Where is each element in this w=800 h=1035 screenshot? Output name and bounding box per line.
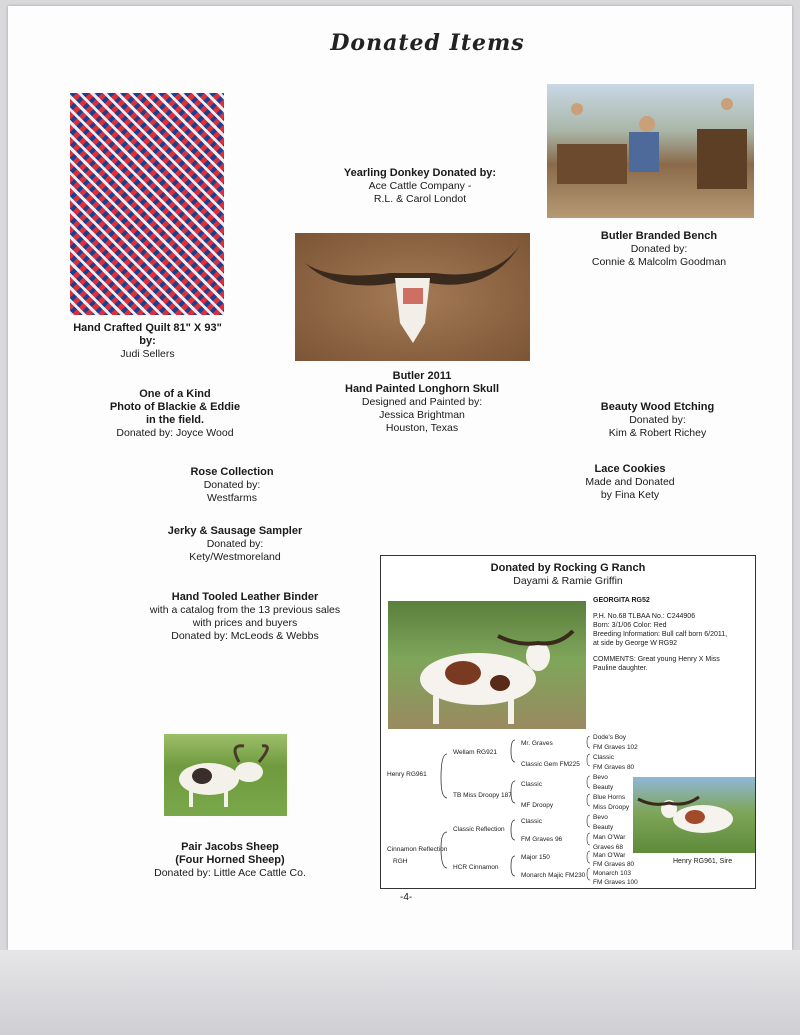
rocking-g-heading: Donated by Rocking G Ranch [490,562,646,574]
pedigree-miss-droopy: Miss Droopy [593,804,630,811]
binder-donor: Donated by: McLeods & Webbs [171,630,319,642]
pedigree-fm-80-b: FM Graves 80 [593,861,635,868]
pedigree-man-o-war-2: Man O'War [593,852,626,859]
pedigree-mf-droopy: MF Droopy [521,802,554,809]
pedigree-fm-96: FM Graves 96 [521,836,563,843]
skull-name-1: Butler 2011 [392,370,452,382]
quilt-name: Hand Crafted Quilt 81" X 93" [73,322,222,334]
cookies-caption [545,463,715,502]
page-title: Donated Items [330,30,525,56]
georgita-registration: P.H. No.68 TLBAA No.: C244906 [593,613,696,620]
pedigree-bevo-2: Bevo [593,814,608,821]
page-shadow [0,950,800,1035]
skull-location: Houston, Texas [385,422,459,434]
pedigree-monarch-majic: Monarch Majic FM230 [521,872,586,879]
pedigree-classic-2: Classic [593,754,614,761]
photo-item-donor: Donated by: Joyce Wood [116,427,234,439]
binder-caption [120,591,370,643]
pedigree-man-o-war-1: Man O'War [593,834,626,841]
rose-donated-label: Donated by: [203,479,261,491]
sheep-name-2: (Four Horned Sheep) [175,854,285,866]
georgita-comments-1: COMMENTS: Great young Henry X Miss [593,656,720,663]
jerky-donor: Kety/Westmoreland [189,551,281,563]
quilt-photo [70,93,224,315]
rose-caption [132,466,332,505]
henry-sire-photo [633,777,755,853]
georgita-name: GEORGITA RG52 [593,597,650,604]
etching-donor: Kim & Robert Richey [608,427,707,439]
donkey-donor-2: R.L. & Carol Londot [373,193,467,205]
georgita-photo [388,601,586,729]
jerky-donated-label: Donated by: [206,538,264,550]
pedigree-cinnamon-reflection: Cinnamon Reflection [387,846,448,853]
skull-designer-label: Designed and Painted by: [361,396,483,408]
georgita-breeding-2: at side by George W RG92 [593,640,678,647]
georgita-info [593,596,753,673]
donkey-donor-1: Ace Cattle Company - [368,180,472,192]
bench-donor: Connie & Malcolm Goodman [591,256,727,268]
georgita-born: Born: 3/1/06 Color: Red [593,622,667,629]
pedigree-beauty-1: Beauty [593,784,614,791]
sheep-photo [164,734,287,816]
quilt-caption [55,322,240,361]
bench-photo [547,84,754,218]
pedigree-tb-miss-droopy: TB Miss Droopy 187 [453,792,512,799]
henry-sire-caption: Henry RG961, Sire [673,858,733,865]
photo-item-caption [75,388,275,440]
pedigree-blue-horns: Blue Horns [593,794,626,801]
photo-item-line-3: in the field. [145,414,205,426]
photo-item-line-2: Photo of Blackie & Eddie [109,401,241,413]
pedigree-hcr-cinnamon: HCR Cinnamon [453,864,499,871]
page-number: -4- [400,892,413,903]
binder-name: Hand Tooled Leather Binder [171,591,319,603]
pedigree-fm-100: FM Graves 100 [593,879,638,886]
bench-name: Butler Branded Bench [600,230,718,242]
pedigree-dodes-boy: Dode's Boy [593,734,627,741]
etching-caption [560,401,755,440]
pedigree-classic-3: Classic [521,818,542,825]
pedigree-henry: Henry RG961 [387,771,427,778]
donkey-name: Yearling Donkey Donated by: [343,167,497,179]
pedigree-wellam: Wellam RG921 [453,749,497,756]
pedigree-major-150: Major 150 [521,854,550,861]
bench-donated-label: Donated by: [630,243,688,255]
pedigree-bevo-1: Bevo [593,774,608,781]
rose-name: Rose Collection [190,466,274,478]
jerky-name: Jerky & Sausage Sampler [167,525,303,537]
pedigree-classic-gem: Classic Gem FM225 [521,761,580,768]
pedigree-monarch-103: Monarch 103 [593,870,631,877]
pedigree-fm-102: FM Graves 102 [593,744,638,751]
cookies-name: Lace Cookies [594,463,666,475]
etching-donated-label: Donated by: [629,414,686,426]
quilt-by: by: [139,335,156,347]
pedigree-rgh: RGH [393,858,408,865]
rocking-g-header [381,562,755,588]
donkey-caption [320,167,520,206]
photo-item-line-1: One of a Kind [139,388,211,400]
bench-caption [555,230,763,269]
pedigree-classic-reflection: Classic Reflection [453,826,505,833]
binder-line-1: with a catalog from the 13 previous sales [149,604,341,616]
pedigree-beauty-2: Beauty [593,824,614,831]
georgita-breeding-1: Breeding Information: Bull calf born 6/2011, [593,631,728,638]
rose-donor: Westfarms [207,492,257,504]
quilt-donor: Judi Sellers [120,348,175,360]
sheep-caption [130,841,330,880]
pedigree-graves-68: Graves 68 [593,844,623,851]
sheep-donor: Donated by: Little Ace Cattle Co. [154,867,306,879]
pedigree-fm-80-a: FM Graves 80 [593,764,635,771]
pedigree-mr-graves: Mr. Graves [521,740,553,747]
georgita-comments-2: Pauline daughter. [593,665,648,672]
cookies-line-1: Made and Donated [585,476,675,488]
skull-name-2: Hand Painted Longhorn Skull [345,383,499,395]
jerky-caption [130,525,340,564]
sheep-name-1: Pair Jacobs Sheep [181,841,279,853]
etching-name: Beauty Wood Etching [600,401,715,413]
skull-photo [295,233,530,361]
rocking-g-donors: Dayami & Ramie Griffin [513,575,623,587]
skull-designer: Jessica Brightman [379,409,465,421]
binder-line-2: with prices and buyers [192,617,298,629]
cookies-line-2: by Fina Kety [600,489,660,501]
rocking-g-box [380,555,756,889]
pedigree-classic-1: Classic [521,781,542,788]
skull-caption [322,370,522,435]
